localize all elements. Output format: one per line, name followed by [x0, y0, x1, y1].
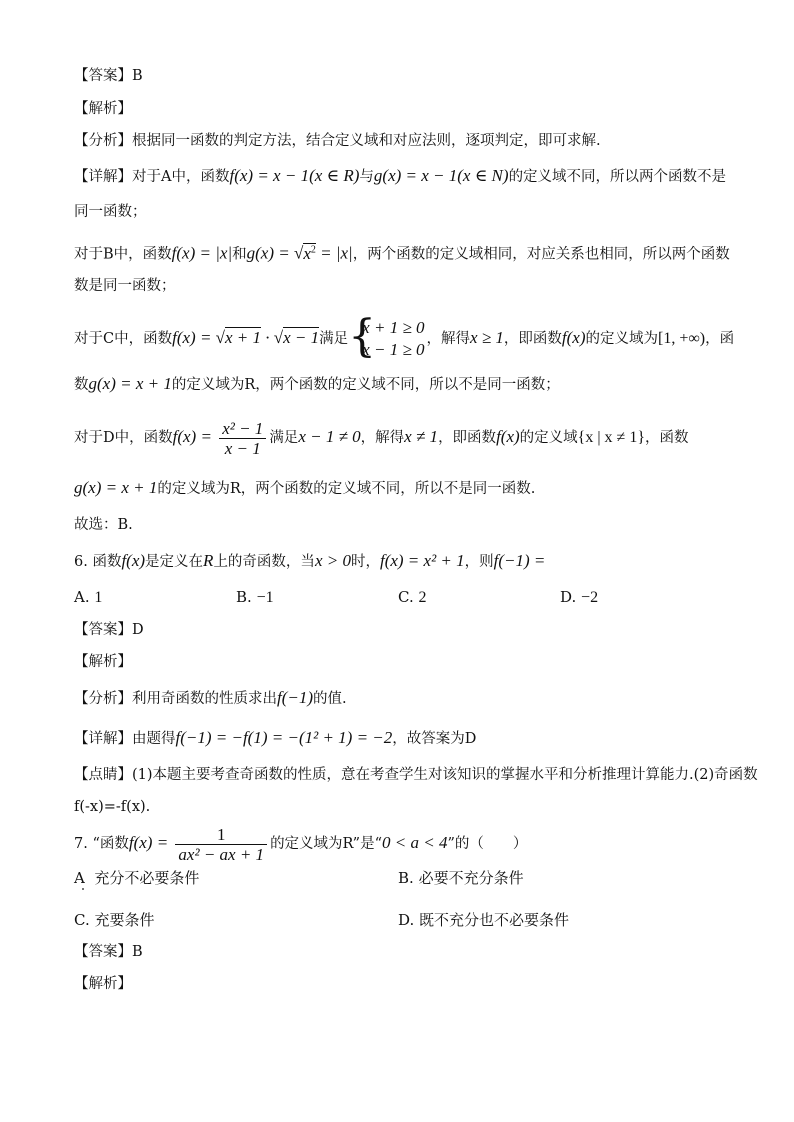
math-condition: x > 0	[314, 551, 351, 570]
text-span: 数	[74, 377, 89, 393]
math-g-a: g(x) = x − 1(x ∈ N)	[373, 166, 509, 185]
math-g-d: g(x) = x + 1	[74, 478, 158, 497]
math-f: f(x) =	[128, 833, 173, 852]
text-span: 上的奇函数，当	[213, 554, 315, 570]
text-span: 与	[359, 169, 374, 185]
option-value: 2	[418, 589, 427, 606]
q6-stem	[74, 551, 545, 572]
q5-detail-b-line1	[74, 240, 730, 265]
math-definition: f(x) = x² + 1	[379, 551, 465, 570]
text-span: 的定义域不同，所以两个函数不是	[508, 169, 727, 185]
math-part: = |x|	[315, 243, 353, 263]
math-R: R	[203, 551, 214, 570]
left-brace: {	[348, 311, 377, 362]
text-span: 【详解】由题得	[74, 731, 176, 747]
q5-detail-a-line1	[74, 166, 726, 187]
math-f: f(x)	[121, 551, 146, 570]
math-question: f(−1) =	[493, 551, 546, 570]
q5-jiexi-heading: 【解析】	[74, 101, 132, 117]
q5-detail-c-line2	[74, 374, 560, 395]
q5-detail-b-line2: 数是同一函数；	[74, 278, 176, 294]
system-row: x + 1 ≥ 0	[362, 318, 425, 337]
q6-comment-line2: f(-x)=-f(x).	[74, 799, 151, 815]
option-value: 1	[94, 589, 103, 606]
q6-jiexi-heading: 【解析】	[74, 654, 132, 670]
q7-answer: 【答案】B	[74, 944, 143, 960]
fraction	[219, 419, 266, 458]
text-span: 和	[232, 246, 247, 263]
fraction-denominator: x − 1	[224, 438, 261, 458]
math-condition: 0 < a < 4	[382, 833, 448, 852]
text-span: 的定义域为R”是“	[270, 836, 383, 852]
q6-comment-line1: 【点睛】(1)本题主要考查奇函数的性质，意在考查学生对该知识的掌握水平和分析推理计算能力.(2)奇函数	[74, 767, 758, 783]
inequality-system	[348, 311, 425, 362]
math-f-d: f(x) =	[172, 427, 217, 446]
option-value: 既不充分也不必要条件	[419, 911, 570, 929]
q6-option-d	[560, 587, 598, 608]
math-f-a: f(x) = x − 1(x ∈ R)	[229, 166, 360, 185]
q5-detail-a-line2: 同一函数；	[74, 204, 147, 220]
sqrt-radicand: $x^2$	[303, 243, 316, 263]
text-span: 对于B中，函数	[74, 246, 172, 263]
option-label: B.	[398, 869, 414, 887]
option-label: A	[74, 869, 85, 887]
q5-detail-d-line1	[74, 416, 689, 459]
text-span: 7. “函数	[74, 836, 129, 852]
option-label: A.	[74, 588, 90, 606]
text-span: ，解得	[360, 430, 405, 446]
fraction-numerator: 1	[175, 825, 267, 845]
text-span: 6. 函数	[74, 554, 122, 570]
option-value: 必要不充分条件	[418, 869, 524, 887]
text-span: 的定义域为R，两个函数的定义域不同，所以不是同一函数；	[171, 377, 560, 393]
option-label: B.	[236, 588, 252, 606]
math-part: f(x) =	[172, 328, 216, 347]
stray-dot	[82, 888, 84, 890]
text-span: ，函	[705, 331, 735, 347]
q6-answer: 【答案】D	[74, 622, 144, 638]
text-span: ，即函数	[438, 430, 497, 446]
option-label: D.	[398, 911, 415, 929]
q6-option-a	[74, 587, 102, 608]
sqrt-sign: √	[215, 328, 226, 347]
math-f: f(x)	[496, 427, 520, 446]
q7-jiexi-heading: 【解析】	[74, 976, 132, 992]
math-derivation: f(−1) = −f(1) = −(1² + 1) = −2	[175, 728, 393, 747]
math-solution: x ≠ 1	[404, 427, 439, 446]
fraction-denominator: ax² − ax + 1	[178, 844, 265, 864]
math-f-c	[172, 327, 319, 347]
q5-answer: 【答案】B	[74, 68, 143, 84]
q7-stem	[74, 822, 527, 865]
sqrt-sign: √	[273, 328, 284, 347]
text-span: ，两个函数的定义域相同，对应关系也相同，所以两个函数	[352, 246, 730, 263]
q5-analysis: 【分析】根据同一函数的判定方法，结合定义域和对应法则，逐项判定，即可求解.	[74, 133, 601, 149]
q6-option-b	[236, 587, 274, 608]
math-part: x	[303, 243, 311, 263]
sqrt-sign: √	[293, 243, 304, 263]
text-span: 的定义域	[519, 430, 578, 446]
text-span: 【分析】利用奇函数的性质求出	[74, 691, 277, 707]
text-span: 对于D中，函数	[74, 430, 173, 446]
option-value: 充分不必要条件	[94, 869, 200, 887]
math-domain: [1, +∞)	[658, 330, 706, 347]
text-span: 满足	[319, 331, 349, 347]
math-f-neg1: f(−1)	[277, 688, 314, 707]
math-condition: x − 1 ≠ 0	[298, 427, 361, 446]
text-span: 是定义在	[145, 554, 204, 570]
q6-option-c	[398, 587, 427, 608]
math-domain: {x | x ≠ 1}	[577, 429, 645, 446]
math-g-b	[247, 243, 353, 263]
q6-analysis	[74, 688, 347, 709]
math-part: ·	[261, 328, 274, 347]
sqrt-radicand: x − 1	[283, 328, 320, 347]
q5-conclusion: 故选：B.	[74, 517, 133, 533]
text-span: ，则	[464, 554, 494, 570]
option-value: 充要条件	[94, 911, 155, 929]
option-label: C.	[398, 588, 414, 606]
text-span: 【详解】对于A中，函数	[74, 169, 230, 185]
fraction	[175, 825, 267, 864]
q5-detail-c-line1	[74, 311, 735, 362]
option-label: C.	[74, 911, 90, 929]
text-span: 对于C中，函数	[74, 331, 173, 347]
system-row: x − 1 ≥ 0	[362, 340, 425, 359]
math-f: f(x)	[561, 328, 586, 347]
text-span: 的定义域为	[585, 331, 659, 347]
text-span: 时，	[350, 554, 380, 570]
text-span: 的值.	[313, 691, 347, 707]
q7-option-b	[398, 868, 524, 888]
math-solution: x ≥ 1	[470, 328, 504, 347]
option-label: D.	[560, 588, 577, 606]
math-part: g(x) =	[246, 243, 294, 263]
text-span: ，即函数	[503, 331, 562, 347]
math-g-c: g(x) = x + 1	[88, 374, 172, 393]
q5-detail-d-line2	[74, 478, 535, 499]
q7-option-c	[74, 910, 155, 930]
text-span: ”的（ ）	[447, 836, 528, 852]
text-span: 的定义域为R，两个函数的定义域不同，所以不是同一函数.	[157, 481, 536, 497]
math-f-b: f(x) = |x|	[171, 243, 233, 263]
q7-option-a	[74, 868, 199, 888]
sqrt-radicand: x + 1	[225, 328, 262, 347]
text-span: ，故答案为D	[392, 731, 477, 747]
q6-detail	[74, 728, 476, 749]
text-span: ，解得	[426, 331, 471, 347]
text-span: 满足	[269, 430, 299, 446]
option-value: −1	[256, 589, 274, 606]
fraction-numerator: x² − 1	[219, 419, 266, 439]
option-value: −2	[581, 589, 599, 606]
text-span: ，函数	[645, 430, 689, 446]
q7-option-d	[398, 910, 569, 930]
